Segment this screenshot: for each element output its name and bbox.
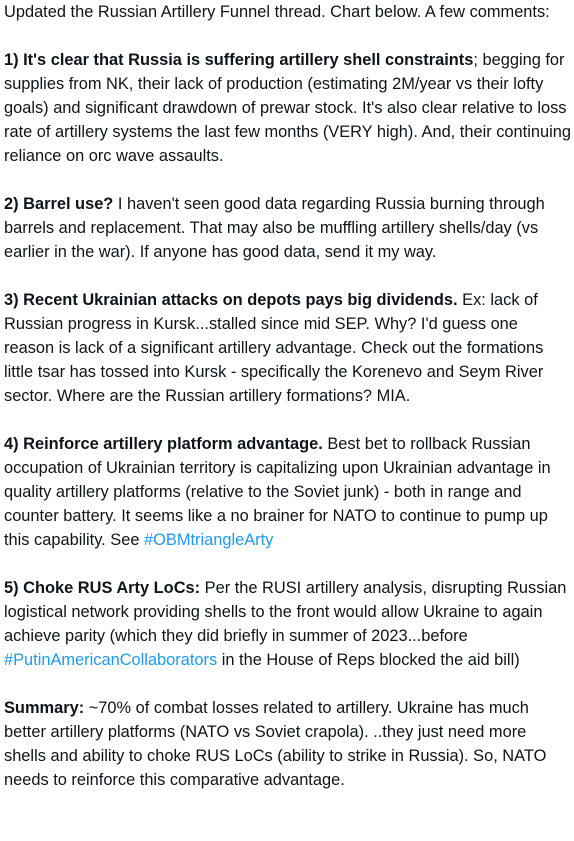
point-4-body: Best bet to rollback Russian occupation of Ukrainian territory is capitalizing upon Ukrainian advantage in quality artillery platforms (relative to the Soviet junk) - both in range and counter battery. It seems like a no brainer for NATO to continue to pump up this capability. See [4,435,551,549]
point-2-heading: 2) Barrel use? [4,195,114,213]
point-3-body: Ex: lack of Russian progress in Kursk...stalled since mid SEP. Why? I'd guess one reason is lack of a significant artillery advantage. Check out the formations little tsar has tossed into Kursk - specifically the Korenevo and Seym River sector. Where are the Russian artillery formations? MIA. [4,291,544,405]
point-4-heading: 4) Reinforce artillery platform advantage. [4,435,323,453]
summary-paragraph [4,696,572,792]
point-5-body-after: in the House of Reps blocked the aid bill) [217,651,520,669]
point-2-paragraph [4,192,572,264]
point-4-paragraph [4,432,572,552]
point-2-body: I haven't seen good data regarding Russia burning through barrels and replacement. That may also be muffling artillery shells/day (vs earlier in the war). If anyone has good data, send it my way. [4,195,545,261]
intro-text: Updated the Russian Artillery Funnel thread. Chart below. A few comments: [4,3,550,21]
point-5-body-before: Per the RUSI artillery analysis, disrupting Russian logistical network providing shells to the front would allow Ukraine to again achieve parity (which they did briefly in summer of 2023...before [4,579,567,645]
point-1-paragraph [4,48,572,168]
summary-body: ~70% of combat losses related to artillery. Ukraine has much better artillery platforms (NATO vs Soviet crapola). ..they just need more shells and ability to choke RUS LoCs (ability to strike in Russia). So, NATO needs to reinforce this comparative advantage. [4,699,547,789]
point-5-paragraph [4,576,572,672]
intro-paragraph [4,0,572,24]
hashtag-putinamericancollaborators-link[interactable]: #PutinAmericanCollaborators [4,651,218,669]
summary-heading: Summary: [4,699,85,717]
point-3-heading: 3) Recent Ukrainian attacks on depots pays big dividends. [4,291,458,309]
post-text [4,0,572,792]
hashtag-obmtrianglearty-link[interactable]: #OBMtriangleArty [144,531,274,549]
point-1-heading: 1) It's clear that Russia is suffering artillery shell constraints [4,51,474,69]
point-1-body: ; begging for supplies from NK, their lack of production (estimating 2M/year vs their lofty goals) and significant drawdown of prewar stock. It's also clear relative to loss rate of artillery systems the last few months (VERY high). And, their continuing reliance on orc wave assaults. [4,51,571,165]
point-5-heading: 5) Choke RUS Arty LoCs: [4,579,201,597]
point-3-paragraph [4,288,572,408]
